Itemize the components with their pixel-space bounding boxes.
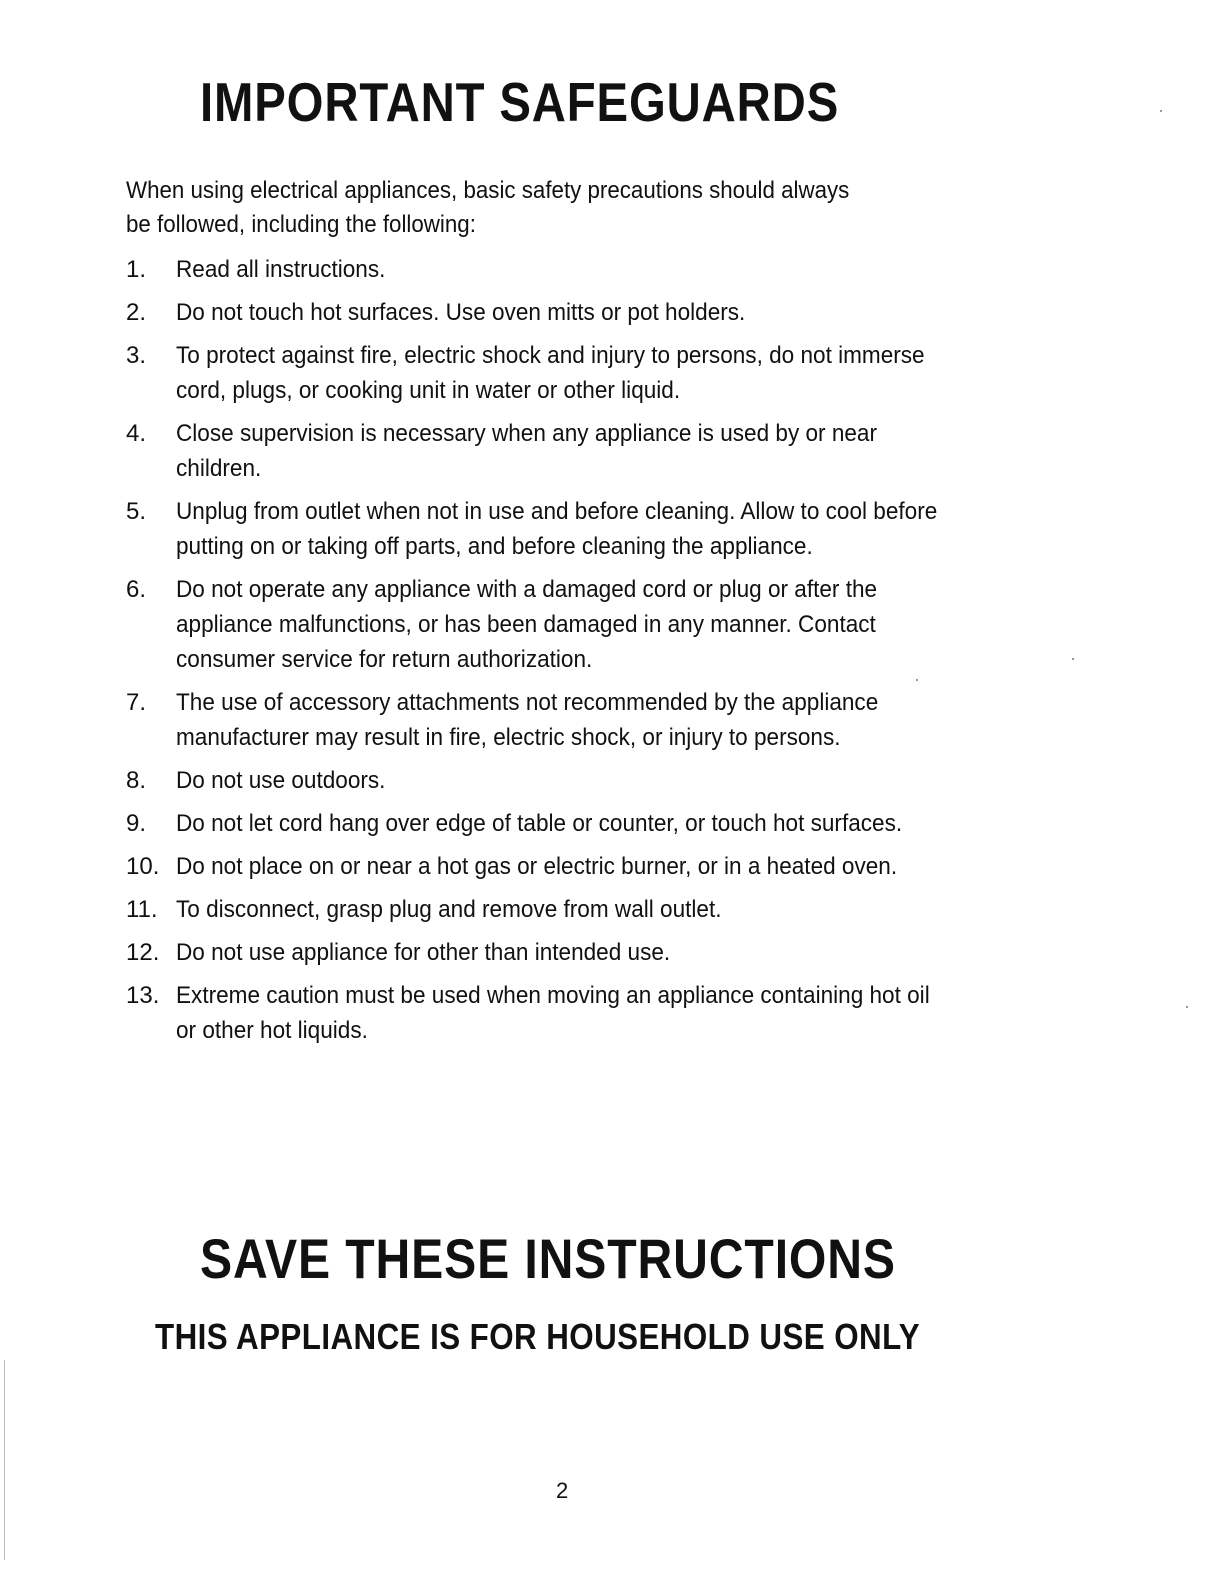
safeguard-text: The use of accessory attachments not recommended by the appliance manufacturer may result in fire, electric shock, or injury to persons. — [176, 689, 879, 751]
safeguard-item — [126, 494, 986, 564]
safeguard-item — [126, 338, 986, 408]
safeguards-list — [126, 252, 986, 1056]
safeguard-text: Do not let cord hang over edge of table or counter, or touch hot surfaces. — [176, 810, 903, 837]
safeguard-number: 9. — [126, 810, 147, 837]
safeguard-text: Read all instructions. — [176, 256, 386, 283]
safeguard-number: 3. — [126, 342, 147, 369]
safeguard-item — [126, 252, 986, 287]
safeguard-number: 1. — [126, 256, 147, 283]
safeguard-text: Do not place on or near a hot gas or electric burner, or in a heated oven. — [176, 853, 898, 880]
safeguard-item — [126, 806, 986, 841]
safeguard-number: 12. — [126, 939, 160, 966]
safeguard-text: Close supervision is necessary when any appliance is used by or near children. — [176, 420, 877, 482]
page-title: IMPORTANT SAFEGUARDS — [200, 71, 840, 133]
safeguard-text: To protect against fire, electric shock and injury to persons, do not immerse cord, plugs, or cooking unit in water or other liquid. — [176, 342, 925, 404]
scan-speck — [1160, 110, 1162, 112]
scan-edge-line — [4, 1360, 5, 1560]
safeguard-number: 7. — [126, 689, 147, 716]
safeguard-text: Do not use outdoors. — [176, 767, 386, 794]
safeguard-text: Do not use appliance for other than intended use. — [176, 939, 671, 966]
safeguard-text: Unplug from outlet when not in use and before cleaning. Allow to cool before putting on or taking off parts, and before cleaning the appliance. — [176, 498, 938, 560]
safeguard-number: 5. — [126, 498, 147, 525]
safeguard-item — [126, 978, 986, 1048]
safeguard-item — [126, 763, 986, 798]
scan-speck — [916, 679, 918, 681]
safeguard-number: 6. — [126, 576, 147, 603]
safeguard-text: Do not touch hot surfaces. Use oven mitts or pot holders. — [176, 299, 746, 326]
save-instructions-heading: SAVE THESE INSTRUCTIONS — [200, 1227, 896, 1290]
safeguard-item — [126, 416, 986, 486]
safeguard-item — [126, 685, 986, 755]
safeguard-number: 4. — [126, 420, 147, 447]
intro-paragraph: When using electrical appliances, basic safety precautions should always be followed, including the following: — [126, 177, 850, 238]
household-use-notice: THIS APPLIANCE IS FOR HOUSEHOLD USE ONLY — [155, 1316, 921, 1357]
scan-speck — [1186, 1006, 1188, 1008]
safeguard-number: 11. — [126, 896, 158, 923]
safeguard-item — [126, 295, 986, 330]
safeguard-text: Do not operate any appliance with a damaged cord or plug or after the appliance malfunctions, or has been damaged in any manner. Contact consumer service for return authorization. — [176, 576, 878, 673]
safeguard-text: To disconnect, grasp plug and remove from wall outlet. — [176, 896, 722, 923]
safeguard-item — [126, 572, 986, 677]
safeguard-number: 2. — [126, 299, 147, 326]
safeguard-item — [126, 892, 986, 927]
safeguard-number: 10. — [126, 853, 160, 880]
safeguard-item — [126, 935, 986, 970]
scan-speck — [1072, 658, 1074, 660]
safeguard-number: 8. — [126, 767, 147, 794]
safeguard-text: Extreme caution must be used when moving an appliance containing hot oil or other hot liquids. — [176, 982, 930, 1044]
page-number: 2 — [556, 1478, 569, 1503]
safeguard-item — [126, 849, 986, 884]
safeguard-number: 13. — [126, 982, 160, 1009]
